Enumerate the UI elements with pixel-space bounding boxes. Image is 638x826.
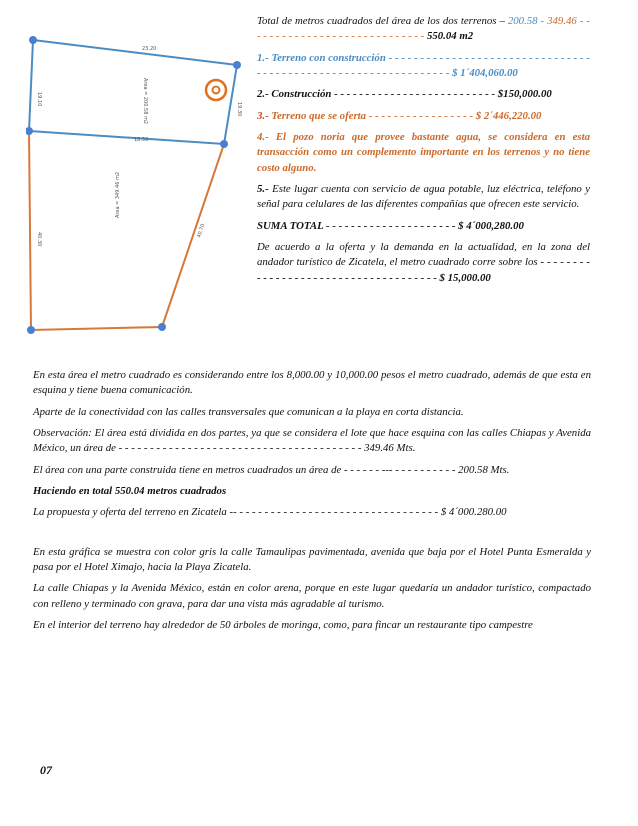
- paragraph-3: Observación: El área está dividida en dos partes, ya que se considera el lote que hace esquina con las calles Chiapas y Avenida México, un área de - - - - - - - - - - - - - - - - - - - - - - - - - - - - - - - - - - - - - - - 349.46 Mts.: [33, 426, 591, 455]
- vertex-marker: [220, 140, 228, 148]
- label-middle: 18.50: [134, 137, 149, 143]
- label-area-lower: Area = 349.46 m2: [115, 171, 121, 218]
- site-plan-svg: [26, 20, 248, 342]
- well-marker-icon: [206, 80, 226, 100]
- item-2: 2.- Construcción - - - - - - - - - - - - - - - - - - - - - - - - - - $150,000.00: [257, 88, 552, 101]
- vertex-marker: [27, 326, 35, 334]
- label-right-lower: 40.70: [196, 223, 207, 239]
- label-left-lower: 40.30: [36, 232, 42, 247]
- vertex-marker: [233, 61, 241, 69]
- label-right-upper: 19.30: [236, 102, 242, 117]
- page-number: 07: [40, 763, 52, 777]
- body-text: [33, 368, 591, 639]
- vertex-marker: [29, 36, 37, 44]
- item-5: 5.- Este lugar cuenta con servicio de agua potable, luz eléctrica, teléfono y señal para celulares de las diferentes compañías que ofrecen este servicio.: [257, 182, 590, 211]
- paragraph-6: La propuesta y oferta del terreno en Zicatela -- - - - - - - - - - - - - - - - - - - - - - - - - - - - - - - - - $ 4´000.280.00: [33, 506, 507, 519]
- total-area-value: 550.04 m2: [426, 30, 474, 43]
- well-marker-center-icon: [213, 87, 220, 94]
- area-b: 349.46: [547, 15, 577, 27]
- total-area-line: Total de metros cuadrados del área de los dos terrenos – 200.58 - 349.46 - - - - - - - - - - - - - - - - - - - - - - - - - - - - - 550.04 m2: [257, 15, 591, 43]
- paragraph-1: En esta área el metro cuadrado es considerando entre los 8,000.00 y 10,000.00 pesos el metro cuadrado, además de que esta en esquina y tiene buena comunicación.: [33, 369, 591, 397]
- oferta-paragraph: De acuerdo a la oferta y la demanda en la actualidad, en la zona del andador turístico de Zicatela, el metro cuadrado corre sobre los - - - - - - - - - - - - - - - - - - - - - - - - - - - - - - - - - - - - - $ 15,000.00: [257, 240, 590, 284]
- paragraph-9: En el interior del terreno hay alrededor de 50 árboles de moringa, como, para fincar un restaurante tipo campestre: [33, 618, 533, 631]
- label-area-upper: Area = 200.58 m2: [142, 78, 148, 125]
- site-plan: [26, 20, 248, 342]
- suma-total: SUMA TOTAL - - - - - - - - - - - - - - - - - - - - - $ 4´000,280.00: [257, 219, 524, 232]
- item-1: 1.- Terreno con construcción - - - - - - - - - - - - - - - - - - - - - - - - - - - - - - - - - - - - - - - - - - - - - - - - - - - - - - - - - - - - - - - $ 1´404,060.00: [257, 51, 590, 79]
- paragraph-4: El área con una parte construida tiene en metros cuadrados un área de - - - - - - --- - - - - - - - - - - 200.58 Mts.: [33, 463, 510, 476]
- oferta-value: $ 15,000.00: [439, 271, 491, 284]
- vertex-marker: [158, 323, 166, 331]
- vertex-marker: [26, 127, 33, 135]
- item-2-value: $150,000.00: [497, 88, 552, 101]
- paragraph-5: Haciendo en total 550.04 metros cuadrados: [33, 484, 227, 497]
- lower-lot-outline: [29, 131, 224, 330]
- price-summary: [257, 14, 590, 292]
- item-3: 3.- Terreno que se oferta - - - - - - - - - - - - - - - - - $ 2´446,220.00: [257, 109, 542, 122]
- paragraph-8: La calle Chiapas y la Avenida México, están en color arena, porque en este lugar quedaría un andador turístico, compactado con relleno y terminado con grava, para dar una vista más agradable al turismo.: [33, 582, 591, 610]
- label-left-upper: 19.10: [36, 92, 42, 107]
- item-4: 4.- El pozo noria que provee bastante agua, se considera en esta transacción como un complemento importante en los terrenos y no tiene costo alguno.: [257, 130, 590, 174]
- label-top: 23.20: [142, 46, 157, 52]
- paragraph-2: Aparte de la conectividad con las calles transversales que comunican a la playa en corta distancia.: [33, 405, 464, 418]
- paragraph-7: En esta gráfica se muestra con color gris la calle Tamaulipas pavimentada, avenida que baja por el Hotel Punta Esmeralda y pasa por el Hotel Ximajo, hacia la Playa Zicatela.: [33, 545, 591, 573]
- area-a: 200.58: [507, 15, 538, 27]
